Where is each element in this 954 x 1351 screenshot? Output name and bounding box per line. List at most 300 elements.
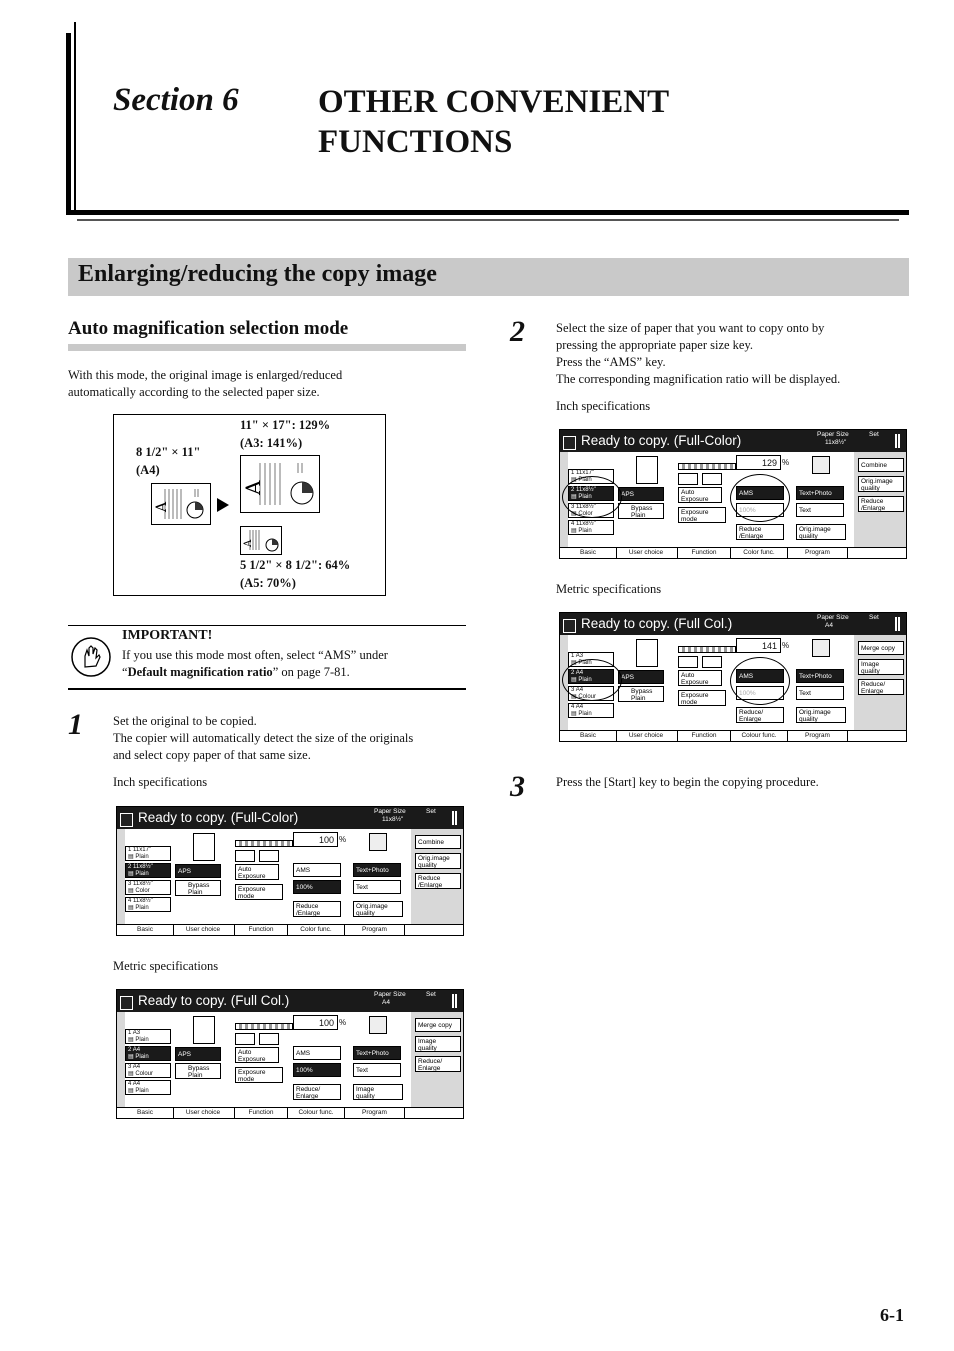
panel-header: [117, 990, 463, 1012]
document-icon: [120, 813, 133, 827]
right-function-button-2[interactable]: [415, 1036, 461, 1052]
machine-icon: [636, 456, 658, 484]
set-count-indicator: [452, 994, 457, 1008]
text-photo-button[interactable]: Text+Photo: [796, 669, 844, 683]
tab-0[interactable]: Basic: [117, 1108, 174, 1118]
important-link-text: Default magnification ratio: [127, 665, 273, 679]
tray-number: 3: [128, 881, 132, 887]
ams-button[interactable]: AMS: [736, 486, 784, 500]
exposure-mode-button[interactable]: [678, 507, 726, 523]
exposure-mode-line: Exposure: [681, 509, 709, 516]
important-rule-top: [68, 625, 466, 626]
text-button[interactable]: Text: [353, 880, 401, 894]
tab-4[interactable]: Program: [788, 548, 848, 558]
panel-tabs: [117, 1107, 463, 1118]
orig-line: quality: [799, 533, 818, 540]
document-icon: [563, 436, 576, 450]
tray-type: Plain: [135, 1053, 149, 1060]
svg-text:A: A: [241, 480, 265, 495]
tray-number: 1: [128, 1030, 132, 1036]
set-label: Set: [426, 991, 436, 998]
tray-number: 1: [571, 653, 575, 659]
tray-type: Plain: [135, 1087, 149, 1094]
r3-line: Reduce/: [418, 1058, 443, 1065]
tray-size: A4: [132, 1047, 141, 1053]
ams-button[interactable]: AMS: [293, 863, 341, 877]
right-function-button-3[interactable]: [415, 1056, 461, 1072]
tray-type-line: [128, 1071, 168, 1078]
step-1-number: 1: [68, 708, 83, 741]
r2-line: quality: [861, 485, 880, 492]
band-title: Enlarging/reducing the copy image: [78, 261, 437, 287]
panel-left-margin: [117, 829, 125, 924]
header-bar-left-thin: [74, 22, 76, 215]
intro-line: automatically according to the selected paper size.: [68, 385, 320, 399]
orig-line: quality: [356, 1093, 375, 1100]
bypass-line: Plain: [188, 889, 203, 896]
machine-icon: [193, 1016, 215, 1044]
panel-left-margin: [117, 1012, 125, 1107]
tray-icon: ▤: [128, 904, 134, 911]
bypass-line: Plain: [631, 695, 646, 702]
step-1-inch-label: Inch specifications: [113, 775, 208, 789]
auto-exposure-button[interactable]: [678, 670, 722, 686]
percent-sign: %: [339, 1018, 347, 1027]
step-3-text: Press the [Start] key to begin the copying procedure.: [556, 775, 819, 789]
tray-type-line: [128, 871, 168, 878]
r2-line: quality: [861, 668, 880, 675]
right-function-button-3[interactable]: [858, 679, 904, 695]
exposure-scale: [678, 463, 736, 470]
tray-type: Plain: [578, 710, 592, 717]
step-1-line: and select copy paper of that same size.: [113, 748, 311, 762]
tray-number: 2: [571, 670, 575, 676]
image-quality-button[interactable]: [796, 707, 846, 723]
step-1-line: The copier will automatically detect the size of the originals: [113, 731, 414, 745]
tray-icon: ▤: [128, 1087, 134, 1094]
diagram-source-label: [136, 443, 200, 479]
auto-exposure-button[interactable]: [678, 487, 722, 503]
orig-line: quality: [799, 716, 818, 723]
tray-size: A3: [132, 1030, 141, 1036]
auto-exposure-line: Auto: [681, 489, 695, 496]
paper-size-value: 11x8½": [382, 816, 404, 823]
exposure-mode-line: mode: [238, 1076, 255, 1083]
exposure-lighter-button[interactable]: [235, 850, 255, 862]
bypass-line: Bypass: [631, 688, 653, 695]
tab-4[interactable]: Program: [345, 925, 405, 935]
panel-header: [117, 807, 463, 829]
tray-type: Colour: [578, 693, 597, 700]
tab-0[interactable]: Basic: [560, 731, 617, 741]
hundred-percent-button[interactable]: 100%: [736, 503, 784, 517]
step-2-line: pressing the appropriate paper size key.: [556, 338, 754, 352]
bypass-button[interactable]: [618, 503, 664, 519]
machine-icon: [193, 833, 215, 861]
text-photo-button[interactable]: Text+Photo: [796, 486, 844, 500]
exposure-mode-line: Exposure: [238, 886, 266, 893]
paper-tray-4-button[interactable]: [568, 703, 614, 718]
aps-button[interactable]: APS: [618, 487, 664, 501]
step-2-line: Select the size of paper that you want to copy onto by: [556, 321, 825, 335]
step-1-text: [113, 713, 413, 764]
hundred-percent-button[interactable]: 100%: [736, 686, 784, 700]
aps-button[interactable]: APS: [175, 1047, 221, 1061]
tray-type: Plain: [578, 527, 592, 534]
page-number: 6-1: [880, 1305, 904, 1325]
diagram-source-metric: (A4): [136, 463, 160, 477]
image-quality-button[interactable]: [353, 1084, 403, 1100]
right-function-button-3[interactable]: [415, 873, 461, 889]
reduce-enlarge-button[interactable]: [293, 901, 341, 917]
tray-size: 11x8½": [576, 521, 596, 527]
tray-icon: ▤: [571, 693, 577, 700]
reduce-enlarge-button[interactable]: [736, 524, 784, 540]
panel-status-message: Ready to copy. (Full Col.): [138, 993, 290, 1008]
tray-number: 4: [128, 1081, 132, 1087]
image-quality-icon: [812, 639, 830, 657]
bypass-line: Bypass: [631, 505, 653, 512]
bypass-line: Plain: [188, 1072, 203, 1079]
tray-type-line: [571, 711, 611, 718]
tray-icon: ▤: [571, 476, 577, 483]
set-count-indicator: [895, 434, 900, 448]
text-photo-button[interactable]: Text+Photo: [353, 863, 401, 877]
tray-number: 4: [571, 521, 575, 527]
step-2-inch-label: Inch specifications: [556, 399, 651, 413]
tray-type-line: [128, 1088, 168, 1095]
tab-4[interactable]: Program: [788, 731, 848, 741]
step-2-line: Press the “AMS” key.: [556, 355, 666, 369]
tray-size: A4: [132, 1081, 141, 1087]
tab-2[interactable]: Function: [678, 548, 731, 558]
reduce-line: Reduce/: [296, 1086, 321, 1093]
tray-number: 2: [571, 487, 575, 493]
paper-size-label: Paper Size: [817, 431, 849, 438]
step-2-number: 2: [510, 315, 525, 348]
intro-paragraph: [68, 367, 342, 401]
tray-size: A4: [575, 687, 584, 693]
r3-line: /Enlarge: [861, 505, 886, 512]
tray-icon: ▤: [571, 510, 577, 517]
exposure-mode-line: mode: [681, 516, 698, 523]
exposure-darker-button[interactable]: [259, 850, 279, 862]
right-function-button-1[interactable]: Combine: [415, 835, 461, 849]
tray-icon: ▤: [571, 659, 577, 666]
reduce-line: Reduce: [739, 526, 762, 533]
step-2-line: The corresponding magnification ratio will be displayed.: [556, 372, 841, 386]
paper-size-label: Paper Size: [374, 808, 406, 815]
auto-exposure-line: Auto: [238, 866, 252, 873]
tab-3[interactable]: Colour func.: [731, 731, 788, 741]
exposure-lighter-button[interactable]: [678, 473, 698, 485]
paper-tray-4-button[interactable]: [568, 520, 614, 535]
exposure-mode-button[interactable]: [235, 884, 283, 900]
tray-icon: ▤: [571, 710, 577, 717]
paper-tray-4-button[interactable]: [125, 1080, 171, 1095]
exposure-scale: [678, 646, 736, 653]
step-1-metric-label: Metric specifications: [113, 959, 219, 973]
r2-line: quality: [418, 862, 437, 869]
tab-1[interactable]: User choice: [615, 731, 678, 741]
reduce-enlarge-button[interactable]: [293, 1084, 341, 1100]
copier-panel-inch-step1: [116, 806, 464, 936]
tray-size: A4: [132, 1064, 141, 1070]
tray-number: 2: [128, 864, 132, 870]
panel-header: [560, 430, 906, 452]
important-quote-open: “: [122, 665, 128, 679]
tray-number: 1: [571, 470, 575, 476]
exposure-mode-line: Exposure: [681, 692, 709, 699]
tray-icon: ▤: [571, 527, 577, 534]
tray-size: A4: [575, 670, 584, 676]
reduce-enlarge-button[interactable]: [736, 707, 784, 723]
section-title-line2: FUNCTIONS: [318, 124, 513, 160]
header-rule: [66, 210, 909, 215]
text-button[interactable]: Text: [353, 1063, 401, 1077]
tray-size: 11x17": [576, 470, 595, 476]
tab-1[interactable]: User choice: [172, 1108, 235, 1118]
tray-size: A3: [575, 653, 584, 659]
ams-highlight-circle: [730, 657, 790, 705]
panel-tabs: [560, 730, 906, 741]
important-label: IMPORTANT!: [122, 628, 213, 643]
section-label: Section 6: [113, 82, 239, 118]
tray-type-line: [128, 888, 168, 895]
tray-icon: ▤: [128, 1070, 134, 1077]
tray-type: Plain: [578, 676, 592, 683]
paper-size-label: Paper Size: [817, 614, 849, 621]
tray-type-line: [128, 1054, 168, 1061]
right-function-button-2[interactable]: [858, 476, 904, 492]
set-count-indicator: [895, 617, 900, 631]
ams-button[interactable]: AMS: [293, 1046, 341, 1060]
tab-3[interactable]: Color func.: [288, 925, 345, 935]
header-bar-left: [66, 33, 71, 215]
exposure-darker-button[interactable]: [702, 656, 722, 668]
important-line: If you use this mode most often, select “AMS” under: [122, 648, 388, 662]
auto-exposure-line: Auto: [681, 672, 695, 679]
exposure-scale: [235, 840, 293, 847]
tray-icon: ▤: [571, 676, 577, 683]
paper-tray-1-button[interactable]: [125, 846, 171, 861]
tray-size: 11x8½": [576, 487, 596, 493]
paper-size-value: 11x8½": [825, 439, 847, 446]
tray-type-line: [128, 905, 168, 912]
auto-exposure-button[interactable]: [235, 864, 279, 880]
exposure-darker-button[interactable]: [259, 1033, 279, 1045]
diagram-small-size: 5 1/2" × 8 1/2": 64%: [240, 558, 351, 572]
r2-line: Orig.image: [861, 478, 893, 485]
tray-number: 3: [571, 687, 575, 693]
image-quality-button[interactable]: [353, 901, 403, 917]
tray-icon: ▤: [128, 1036, 134, 1043]
tray-type: Plain: [135, 904, 149, 911]
tray-number: 2: [128, 1047, 132, 1053]
tray-icon: ▤: [128, 870, 134, 877]
magnification-ratio-display: 100: [293, 832, 338, 847]
exposure-darker-button[interactable]: [702, 473, 722, 485]
tab-2[interactable]: Function: [678, 731, 731, 741]
tab-3[interactable]: Colour func.: [288, 1108, 345, 1118]
aps-button[interactable]: APS: [618, 670, 664, 684]
aps-button[interactable]: APS: [175, 864, 221, 878]
right-function-button-1[interactable]: Merge copy: [858, 641, 904, 655]
tray-type: Plain: [135, 870, 149, 877]
image-quality-icon: [812, 456, 830, 474]
tray-type: Plain: [135, 1036, 149, 1043]
diagram-large-metric: (A3: 141%): [240, 436, 303, 450]
tray-type: Plain: [578, 493, 592, 500]
paper-size-label: Paper Size: [374, 991, 406, 998]
paper-tray-3-button[interactable]: [125, 1063, 171, 1078]
paper-tray-1-button[interactable]: [125, 1029, 171, 1044]
reduced-document-icon: [240, 526, 282, 555]
orig-line: Image: [356, 1086, 375, 1093]
r2-line: Orig.image: [418, 855, 450, 862]
exposure-lighter-button[interactable]: [678, 656, 698, 668]
bypass-line: Bypass: [188, 1065, 210, 1072]
exposure-mode-button[interactable]: [678, 690, 726, 706]
source-document-icon: [151, 483, 211, 525]
diagram-large-label: [240, 416, 330, 452]
svg-text:A: A: [243, 539, 254, 547]
r2-line: Image: [418, 1038, 437, 1045]
right-function-button-2[interactable]: [858, 659, 904, 675]
hundred-percent-button[interactable]: 100%: [293, 880, 341, 894]
copier-panel-metric-step1: [116, 989, 464, 1119]
paper-tray-2-button[interactable]: [125, 1046, 171, 1061]
bypass-button[interactable]: [618, 686, 664, 702]
paper-tray-4-button[interactable]: [125, 897, 171, 912]
tray-size: A4: [575, 704, 584, 710]
reduce-line: /Enlarge: [739, 533, 764, 540]
right-function-button-3[interactable]: [858, 496, 904, 512]
enlarged-document-icon: [240, 455, 320, 513]
subsection-rule: [68, 344, 466, 351]
panel-tabs: [117, 924, 463, 935]
text-photo-button[interactable]: Text+Photo: [353, 1046, 401, 1060]
document-icon: [120, 996, 133, 1010]
percent-sign: %: [782, 458, 790, 467]
ams-button[interactable]: AMS: [736, 669, 784, 683]
tab-1[interactable]: User choice: [615, 548, 678, 558]
tray-highlight-circle: [562, 476, 622, 518]
section-title-line1: OTHER CONVENIENT: [318, 84, 670, 120]
tray-icon: ▤: [128, 1053, 134, 1060]
exposure-mode-line: mode: [681, 699, 698, 706]
r3-line: Enlarge: [418, 1065, 441, 1072]
subsection-title: Auto magnification selection mode: [68, 318, 349, 339]
auto-exposure-button[interactable]: [235, 1047, 279, 1063]
tray-type-line: [571, 528, 611, 535]
exposure-scale: [235, 1023, 293, 1030]
text-button[interactable]: Text: [796, 686, 844, 700]
diagram-small-metric: (A5: 70%): [240, 576, 296, 590]
tray-icon: ▤: [128, 853, 134, 860]
header-rule-thin: [77, 219, 899, 221]
arrow-right-icon: [217, 498, 229, 512]
right-function-button-2[interactable]: [415, 853, 461, 869]
important-text: [122, 647, 388, 681]
tray-type-line: [128, 854, 168, 861]
exposure-mode-button[interactable]: [235, 1067, 283, 1083]
tray-number: 3: [571, 504, 575, 510]
reduce-line: Enlarge: [739, 716, 762, 723]
r3-line: Reduce: [861, 498, 884, 505]
panel-status-message: Ready to copy. (Full-Color): [138, 810, 299, 825]
r2-line: quality: [418, 1045, 437, 1052]
important-tail: ” on page 7-81.: [272, 665, 350, 679]
tray-type: Colour: [135, 1070, 154, 1077]
r2-line: Image: [861, 661, 880, 668]
r3-line: Reduce/: [861, 681, 886, 688]
orig-line: Orig.image: [356, 903, 388, 910]
tray-size: 11x8½": [576, 504, 596, 510]
tab-0[interactable]: Basic: [560, 548, 617, 558]
diagram-small-label: [240, 556, 350, 592]
text-button[interactable]: Text: [796, 503, 844, 517]
right-function-button-1[interactable]: Merge copy: [415, 1018, 461, 1032]
auto-exposure-line: Exposure: [238, 1056, 266, 1063]
r3-line: Reduce: [418, 875, 441, 882]
hundred-percent-button[interactable]: 100%: [293, 1063, 341, 1077]
tab-4[interactable]: Program: [345, 1108, 405, 1118]
paper-tray-2-button[interactable]: [125, 863, 171, 878]
r3-line: /Enlarge: [418, 882, 443, 889]
hand-warning-icon: [70, 636, 112, 678]
panel-tabs: [560, 547, 906, 558]
set-label: Set: [869, 431, 879, 438]
reduce-line: Reduce: [296, 903, 319, 910]
panel-header: [560, 613, 906, 635]
set-label: Set: [426, 808, 436, 815]
auto-exposure-line: Auto: [238, 1049, 252, 1056]
tab-2[interactable]: Function: [235, 925, 288, 935]
copier-panel-metric-step2: [559, 612, 907, 742]
bypass-button[interactable]: [175, 1063, 221, 1079]
tray-number: 1: [128, 847, 132, 853]
tray-size: 11x8½": [133, 898, 153, 904]
tray-number: 4: [571, 704, 575, 710]
tray-size: 11x8½": [133, 881, 153, 887]
tray-icon: ▤: [128, 887, 134, 894]
reduce-line: Reduce/: [739, 709, 764, 716]
ams-highlight-circle: [730, 474, 790, 522]
tab-0[interactable]: Basic: [117, 925, 174, 935]
image-quality-icon: [369, 1016, 387, 1034]
magnification-ratio-display: 129: [736, 455, 781, 470]
tab-3[interactable]: Color func.: [731, 548, 788, 558]
tray-number: 4: [128, 898, 132, 904]
important-rule-bottom: [68, 688, 466, 690]
section-title: [318, 82, 669, 162]
exposure-lighter-button[interactable]: [235, 1033, 255, 1045]
orig-line: Orig.image: [799, 526, 831, 533]
paper-size-value: A4: [382, 999, 390, 1006]
paper-size-value: A4: [825, 622, 833, 629]
bypass-button[interactable]: [175, 880, 221, 896]
image-quality-button[interactable]: [796, 524, 846, 540]
right-function-button-1[interactable]: Combine: [858, 458, 904, 472]
tab-2[interactable]: Function: [235, 1108, 288, 1118]
paper-tray-3-button[interactable]: [125, 880, 171, 895]
tray-type: Plain: [578, 476, 592, 483]
tab-1[interactable]: User choice: [172, 925, 235, 935]
step-2-text: [556, 320, 840, 388]
tray-icon: ▤: [571, 493, 577, 500]
auto-exposure-line: Exposure: [681, 679, 709, 686]
